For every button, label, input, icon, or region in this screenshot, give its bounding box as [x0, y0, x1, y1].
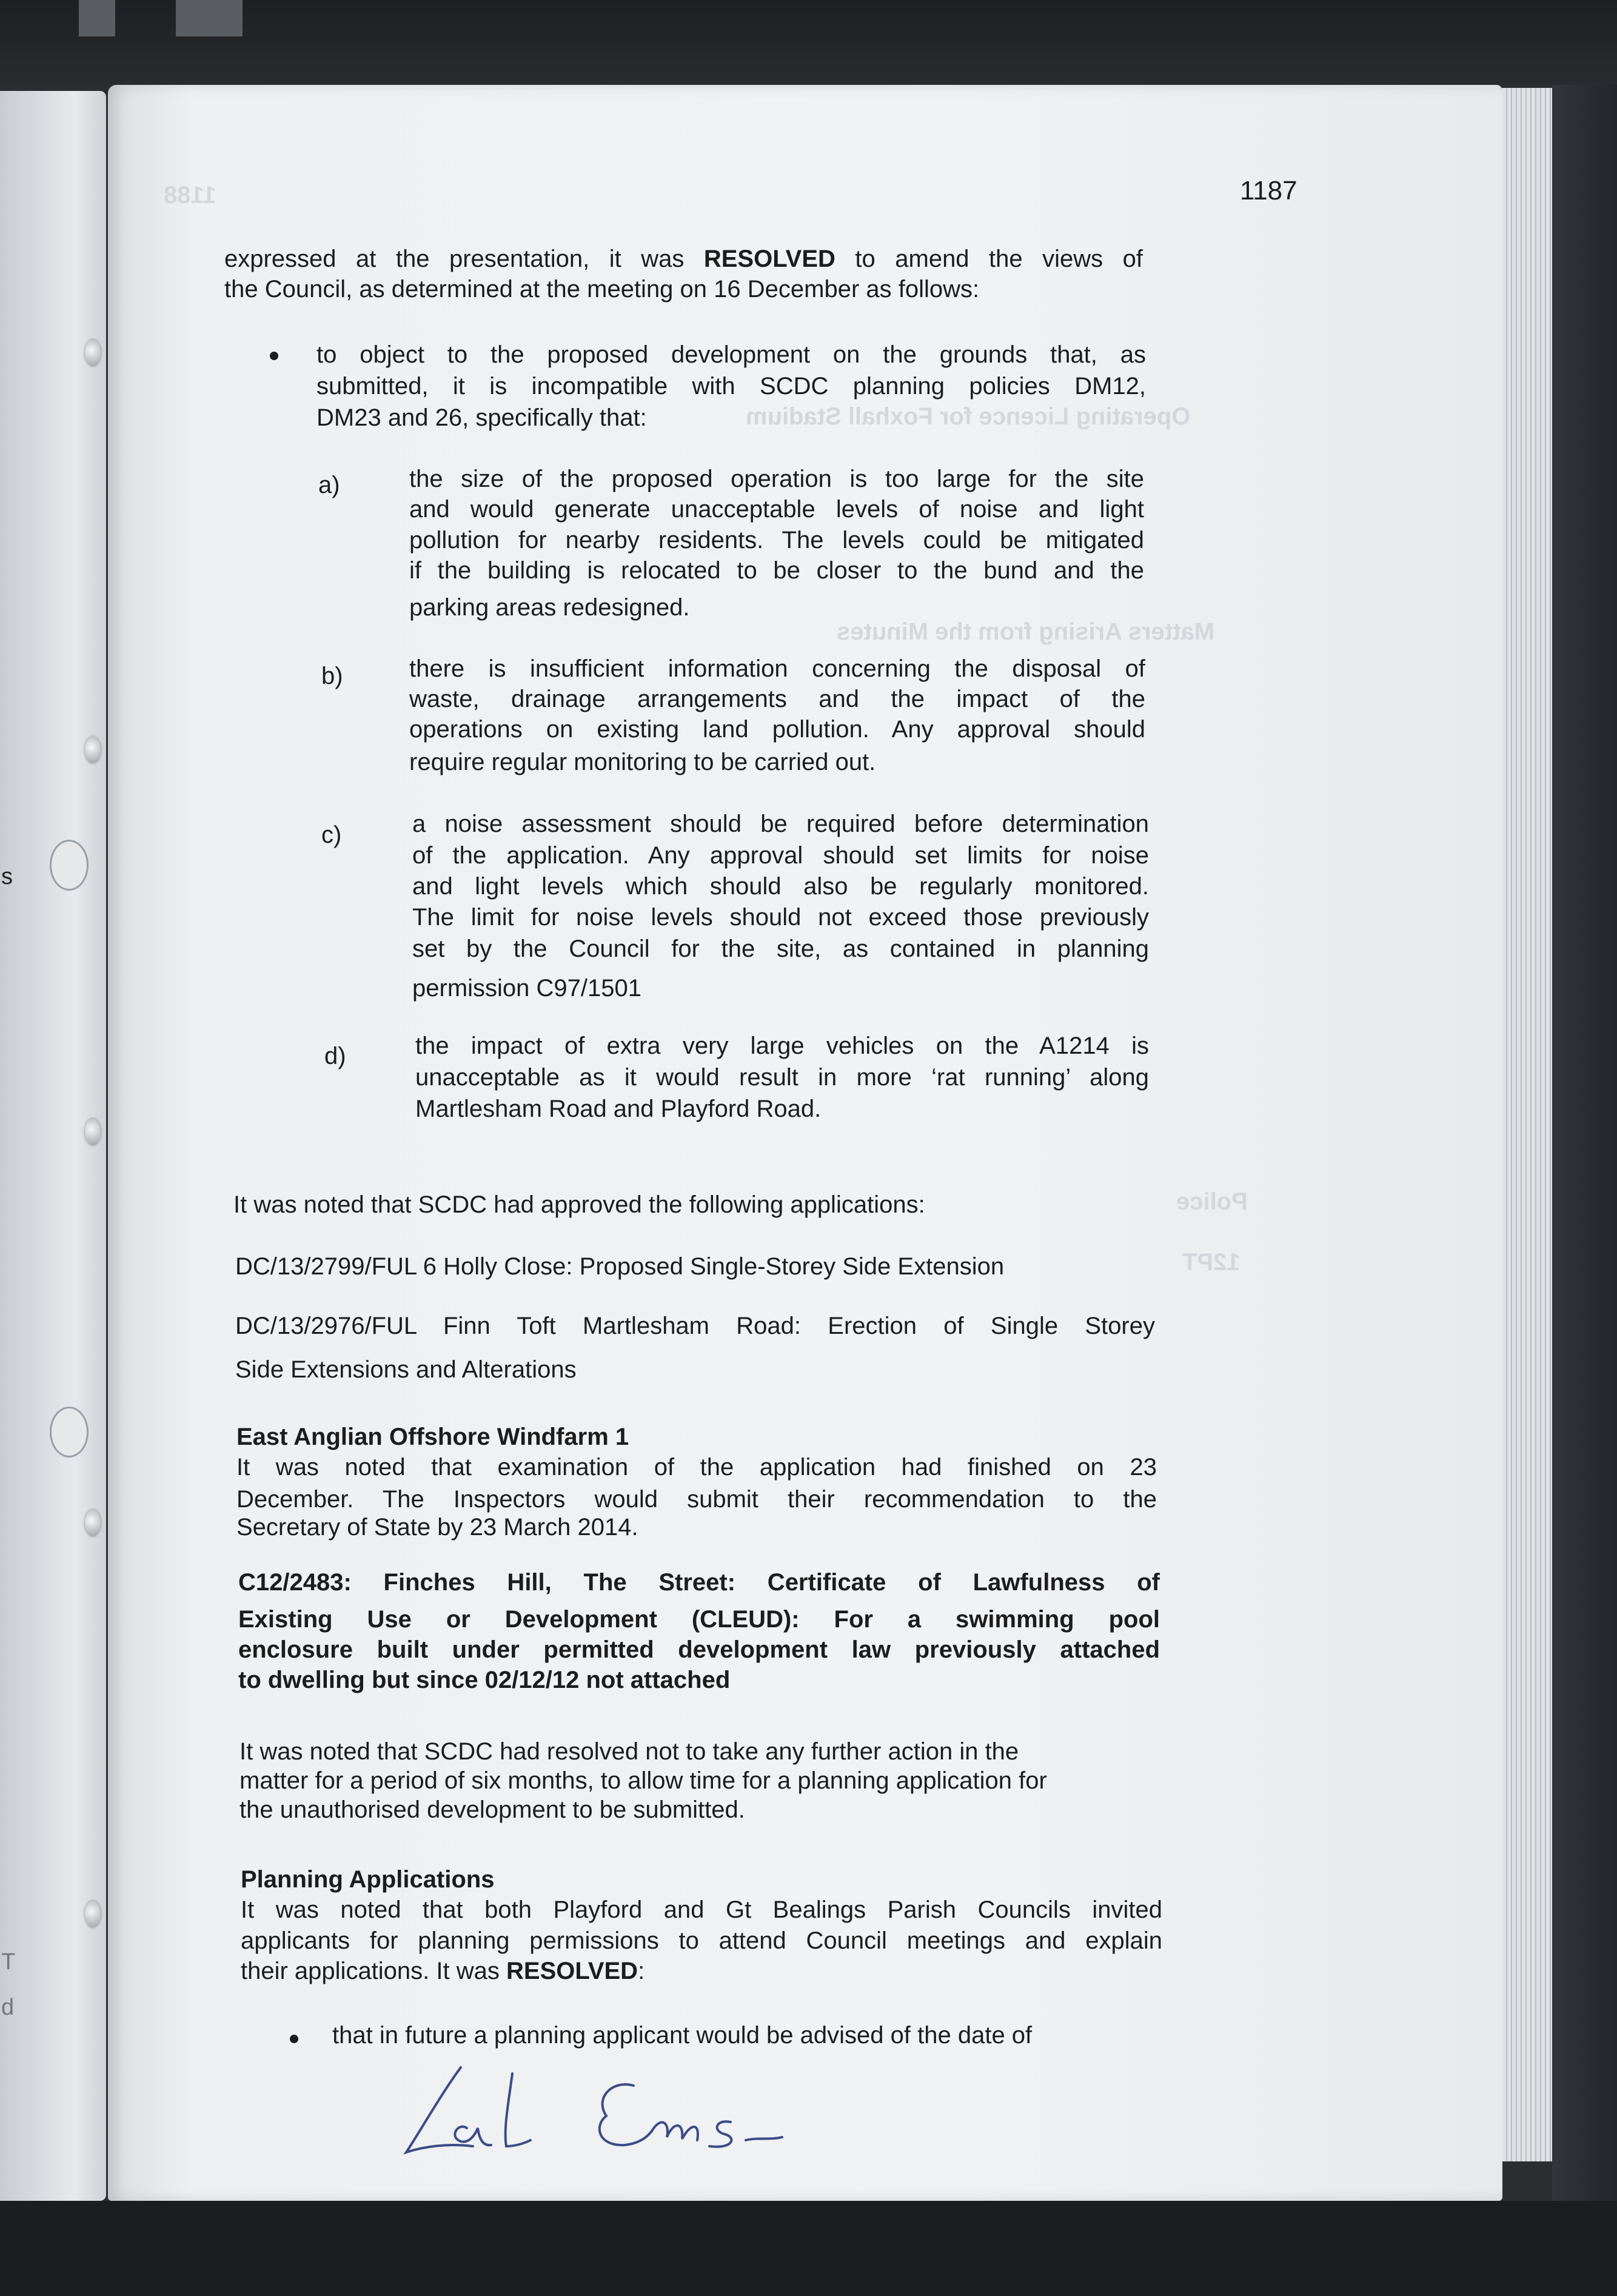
bullet — [270, 352, 278, 360]
approved-app-2-line-1: DC/13/2976/FUL Finn Toft Martlesham Road: Erection of Single Storey — [235, 1313, 1155, 1339]
bullet — [290, 2035, 298, 2043]
item-c-line: of the application. Any approval should set limits for noise — [412, 842, 1149, 869]
finches-line: matter for a period of six months, to allow time for a planning application for — [239, 1767, 1047, 1794]
facing-left-page — [0, 91, 106, 2201]
show-through-heading: 12PT — [1182, 1249, 1240, 1276]
finches-line: It was noted that SCDC had resolved not to take any further action in the — [239, 1738, 1019, 1765]
binder-ring — [85, 1510, 101, 1536]
binder-clip — [176, 0, 243, 36]
finches-heading-line: C12/2483: Finches Hill, The Street: Certificate of Lawfulness of — [238, 1569, 1160, 1596]
page-number: 1187 — [1240, 176, 1297, 206]
punch-hole — [50, 1407, 89, 1458]
planning-line-3: their applications. It was RESOLVED: — [241, 1958, 645, 1984]
binder-clip — [79, 0, 115, 36]
signature — [394, 2055, 879, 2164]
margin-letter: d — [1, 1995, 15, 2020]
intro-line-1: expressed at the presentation, it was RESOLVED to amend the views of — [224, 246, 1143, 272]
binder-ring — [85, 340, 101, 366]
item-c-line: and light levels which should also be regularly monitored. — [412, 873, 1149, 900]
finches-heading-line: Existing Use or Development (CLEUD): For a swimming pool — [238, 1606, 1160, 1633]
item-a-line: the size of the proposed operation is too large for the site — [409, 466, 1144, 492]
item-letter-b: b) — [321, 663, 343, 689]
item-c-line: a noise assessment should be required before determination — [412, 811, 1149, 837]
item-a-line: if the building is relocated to be closer to the bund and the — [409, 557, 1144, 584]
show-through-heading: Police — [1176, 1188, 1248, 1215]
approved-app-2-line-2: Side Extensions and Alterations — [235, 1356, 577, 1383]
planning-line: It was noted that both Playford and Gt Bealings Parish Councils invited — [241, 1896, 1162, 1923]
planning-line: applicants for planning permissions to attend Council meetings and explain — [241, 1927, 1162, 1954]
windfarm-heading: East Anglian Offshore Windfarm 1 — [236, 1424, 629, 1450]
finches-heading-line: enclosure built under permitted development law previously attached — [238, 1636, 1160, 1663]
windfarm-line: December. The Inspectors would submit their recommendation to the — [236, 1486, 1157, 1513]
finches-line: the unauthorised development to be submitted. — [239, 1796, 745, 1823]
finches-heading-line: to dwelling but since 02/12/12 not attached — [238, 1667, 731, 1693]
windfarm-line: It was noted that examination of the application had finished on 23 — [236, 1454, 1157, 1481]
item-b-line: require regular monitoring to be carried out. — [409, 749, 876, 775]
intro-line — [224, 244, 1143, 274]
objection-line-3: DM23 and 26, specifically that: — [316, 404, 647, 431]
item-c-line: The limit for noise levels should not exceed those previously — [412, 904, 1149, 931]
binder-ring — [85, 1901, 101, 1927]
intro-line-2: the Council, as determined at the meeting on 16 December as follows: — [224, 276, 980, 303]
item-b-line: there is insufficient information concerning the disposal of — [409, 655, 1145, 682]
scanner-top-edge — [0, 0, 1617, 85]
item-c-line: set by the Council for the site, as contained in planning — [412, 935, 1149, 962]
planning-heading: Planning Applications — [241, 1866, 495, 1893]
scan-background-right — [1552, 85, 1617, 2296]
approved-app-1: DC/13/2799/FUL 6 Holly Close: Proposed Single-Storey Side Extension — [235, 1253, 1005, 1280]
binder-ring — [85, 737, 101, 763]
item-b-line: waste, drainage arrangements and the impact of the — [409, 686, 1145, 712]
item-d-line: Martlesham Road and Playford Road. — [415, 1096, 822, 1122]
item-a-line: and would generate unacceptable levels of noise and light — [409, 496, 1144, 523]
windfarm-line: Secretary of State by 23 March 2014. — [236, 1514, 638, 1541]
item-b-line: operations on existing land pollution. Any approval should — [409, 716, 1145, 743]
item-letter-d: d) — [324, 1043, 346, 1069]
punch-hole — [50, 840, 89, 891]
planning-bullet: that in future a planning applicant would be advised of the date of — [332, 2022, 1033, 2049]
show-through-heading: Operating Licence for Foxhall Stadium — [746, 403, 1191, 430]
item-a-line: pollution for nearby residents. The levels could be mitigated — [409, 527, 1144, 554]
item-c-line: permission C97/1501 — [412, 975, 641, 1002]
show-through-heading: Matters Arising from the Minutes — [837, 618, 1215, 645]
margin-letter: s — [1, 864, 13, 889]
show-through-page-number: 1188 — [164, 182, 216, 209]
item-letter-a: a) — [318, 472, 340, 498]
item-letter-c: c) — [321, 822, 342, 848]
objection-line-2: submitted, it is incompatible with SCDC planning policies DM12, — [316, 373, 1146, 400]
approved-intro: It was noted that SCDC had approved the following applications: — [233, 1191, 925, 1218]
objection-line-1: to object to the proposed development on the grounds that, as — [316, 341, 1146, 368]
margin-letter: T — [1, 1949, 16, 1975]
binder-ring — [85, 1119, 101, 1145]
item-d-line: the impact of extra very large vehicles on the A1214 is — [415, 1033, 1149, 1059]
item-a-line: parking areas redesigned. — [409, 594, 690, 621]
page-stack-edge — [1498, 88, 1552, 2161]
item-d-line: unacceptable as it would result in more ‘rat running’ along — [415, 1064, 1149, 1091]
scan-background-bottom — [0, 2201, 1617, 2296]
